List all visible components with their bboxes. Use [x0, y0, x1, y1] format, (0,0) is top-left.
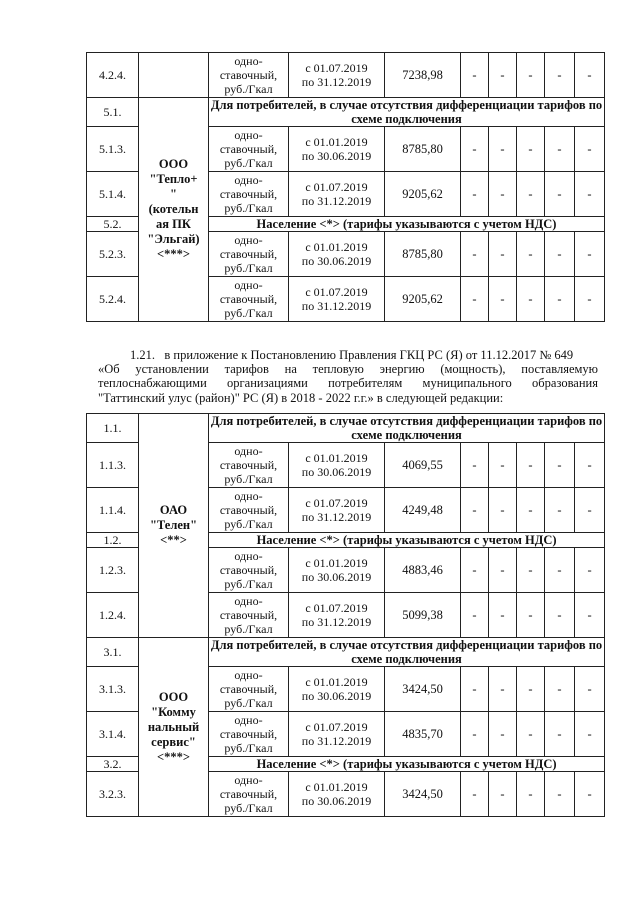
text-line: сервис"	[151, 734, 196, 749]
empty-cell	[139, 53, 209, 98]
text-line: <***>	[157, 749, 190, 764]
tariff-table-1	[86, 52, 605, 322]
period-cell	[289, 172, 385, 217]
row-number: 5.1.3.	[87, 127, 139, 172]
section-header-row	[87, 638, 605, 667]
tariff-table-2	[86, 413, 605, 817]
text-line: с 01.01.2019	[305, 135, 368, 149]
text-line: ая ПК	[156, 217, 191, 231]
dash-cell: -	[461, 488, 489, 533]
dash-cell: -	[575, 277, 605, 322]
text-line: по 30.06.2019	[301, 689, 372, 703]
section-header: Для потребителей, в случае отсутствия дифференциации тарифов по схеме подключения	[209, 98, 605, 127]
text-line: "Телен"	[149, 518, 198, 532]
dash-cell: -	[461, 593, 489, 638]
rate-type-cell	[209, 172, 289, 217]
dash-cell: -	[461, 232, 489, 277]
paragraph-number: 1.21.	[130, 348, 155, 362]
text-line: по 31.12.2019	[301, 299, 372, 313]
text-line: одно-	[234, 668, 263, 682]
text-line: с 01.07.2019	[305, 720, 368, 734]
dash-cell: -	[489, 127, 517, 172]
dash-cell: -	[545, 232, 575, 277]
dash-cell: -	[489, 232, 517, 277]
text-line: с 01.01.2019	[305, 451, 368, 465]
dash-cell: -	[575, 53, 605, 98]
row-number: 4.2.4.	[87, 53, 139, 98]
dash-cell: -	[575, 548, 605, 593]
text-line: с 01.01.2019	[305, 780, 368, 794]
tariff-value-cell: 8785,80	[385, 232, 461, 277]
rate-type-cell	[209, 277, 289, 322]
row-number: 3.1.3.	[87, 667, 139, 712]
row-number: 1.1.3.	[87, 443, 139, 488]
dash-cell: -	[545, 712, 575, 757]
text-line: руб./Гкал	[224, 696, 273, 710]
section-header-row	[87, 98, 605, 127]
dash-cell: -	[575, 232, 605, 277]
rate-type-cell	[209, 593, 289, 638]
tariff-value-cell: 5099,38	[385, 593, 461, 638]
dash-cell: -	[517, 277, 545, 322]
rate-type-cell	[209, 53, 289, 98]
dash-cell: -	[545, 172, 575, 217]
row-number: 5.2.3.	[87, 232, 139, 277]
dash-cell: -	[461, 548, 489, 593]
section-header: Для потребителей, в случае отсутствия дифференциации тарифов по схеме подключения	[209, 414, 605, 443]
text-line: ставочный,	[219, 142, 278, 156]
tariff-value-cell: 4249,48	[385, 488, 461, 533]
table-row	[87, 53, 605, 98]
dash-cell: -	[461, 53, 489, 98]
text-line: по 30.06.2019	[301, 794, 372, 808]
text-line: <**>	[160, 533, 187, 547]
text-line: ставочный,	[219, 68, 278, 82]
dash-cell: -	[545, 593, 575, 638]
tariff-value-cell: 3424,50	[385, 667, 461, 712]
text-line: с 01.01.2019	[305, 556, 368, 570]
period-cell	[289, 488, 385, 533]
rate-type-cell	[209, 712, 289, 757]
text-line: <***>	[157, 247, 190, 261]
text-line: одно-	[234, 278, 263, 292]
period-cell	[289, 443, 385, 488]
text-line: ставочный,	[219, 727, 278, 741]
tariff-value-cell: 4069,55	[385, 443, 461, 488]
text-line: одно-	[234, 444, 263, 458]
dash-cell: -	[517, 548, 545, 593]
dash-cell: -	[517, 593, 545, 638]
text-line: ставочный,	[219, 563, 278, 577]
rate-type-cell	[209, 488, 289, 533]
dash-cell: -	[517, 443, 545, 488]
text-line: одно-	[234, 773, 263, 787]
dash-cell: -	[461, 443, 489, 488]
text-line: по 30.06.2019	[301, 254, 372, 268]
dash-cell: -	[489, 277, 517, 322]
tariff-value-cell: 8785,80	[385, 127, 461, 172]
text-line: "Комму	[151, 704, 196, 719]
rate-type-cell	[209, 548, 289, 593]
dash-cell: -	[517, 232, 545, 277]
section-header: Для потребителей, в случае отсутствия дифференциации тарифов по схеме подключения	[209, 638, 605, 667]
dash-cell: -	[575, 667, 605, 712]
dash-cell: -	[517, 53, 545, 98]
text-line: (котельн	[148, 202, 199, 216]
text-line: ОАО	[159, 503, 188, 517]
text-line: по 31.12.2019	[301, 510, 372, 524]
period-cell	[289, 712, 385, 757]
text-line: ставочный,	[219, 187, 278, 201]
dash-cell: -	[517, 772, 545, 817]
text-line: руб./Гкал	[224, 472, 273, 486]
text-line: руб./Гкал	[224, 622, 273, 636]
section-header-row	[87, 414, 605, 443]
dash-cell: -	[545, 548, 575, 593]
tariff-value-cell: 3424,50	[385, 772, 461, 817]
dash-cell: -	[489, 488, 517, 533]
period-cell	[289, 277, 385, 322]
amendment-paragraph	[98, 348, 598, 405]
text-line: по 31.12.2019	[301, 75, 372, 89]
dash-cell: -	[489, 53, 517, 98]
text-line: по 31.12.2019	[301, 734, 372, 748]
tariff-value-cell: 4835,70	[385, 712, 461, 757]
section-number: 5.2.	[87, 217, 139, 232]
text-line: ставочный,	[219, 608, 278, 622]
row-number: 3.2.3.	[87, 772, 139, 817]
row-number: 3.1.4.	[87, 712, 139, 757]
rate-type-cell	[209, 127, 289, 172]
text-line: руб./Гкал	[224, 201, 273, 215]
text-line: одно-	[234, 128, 263, 142]
dash-cell: -	[489, 443, 517, 488]
text-line: ставочный,	[219, 682, 278, 696]
rate-type-cell	[209, 443, 289, 488]
text-line: ставочный,	[219, 458, 278, 472]
text-line: ООО	[158, 157, 189, 171]
period-cell	[289, 593, 385, 638]
rate-type-cell	[209, 667, 289, 712]
dash-cell: -	[545, 488, 575, 533]
text-line: одно-	[234, 54, 263, 68]
dash-cell: -	[489, 667, 517, 712]
period-cell	[289, 772, 385, 817]
text-line: с 01.07.2019	[305, 601, 368, 615]
text-line: руб./Гкал	[224, 82, 273, 96]
dash-cell: -	[545, 277, 575, 322]
section-header: Население <*> (тарифы указываются с учетом НДС)	[209, 217, 605, 232]
text-line: по 30.06.2019	[301, 465, 372, 479]
section-number: 1.1.	[87, 414, 139, 443]
period-cell	[289, 53, 385, 98]
dash-cell: -	[545, 53, 575, 98]
text-line: руб./Гкал	[224, 306, 273, 320]
dash-cell: -	[489, 593, 517, 638]
paragraph-text-first: в приложение к Постановлению Правления ГКЦ РС (Я) от 11.12.2017 № 649	[164, 348, 574, 362]
text-line: ставочный,	[219, 247, 278, 261]
row-number: 5.2.4.	[87, 277, 139, 322]
text-line: по 31.12.2019	[301, 615, 372, 629]
tariff-value-cell: 9205,62	[385, 277, 461, 322]
text-line: одно-	[234, 173, 263, 187]
dash-cell: -	[517, 712, 545, 757]
dash-cell: -	[489, 172, 517, 217]
period-cell	[289, 232, 385, 277]
period-cell	[289, 667, 385, 712]
text-line: нальный	[147, 719, 200, 734]
text-line: руб./Гкал	[224, 801, 273, 815]
text-line: с 01.01.2019	[305, 675, 368, 689]
period-cell	[289, 548, 385, 593]
organization-name-cell	[139, 638, 209, 817]
text-line: одно-	[234, 233, 263, 247]
text-line: ставочный,	[219, 503, 278, 517]
text-line: ставочный,	[219, 787, 278, 801]
rate-type-cell	[209, 232, 289, 277]
text-line: по 30.06.2019	[301, 149, 372, 163]
text-line: по 31.12.2019	[301, 194, 372, 208]
tariff-value-cell: 7238,98	[385, 53, 461, 98]
rate-type-cell	[209, 772, 289, 817]
text-line: руб./Гкал	[224, 577, 273, 591]
dash-cell: -	[517, 488, 545, 533]
dash-cell: -	[545, 667, 575, 712]
text-line: одно-	[234, 549, 263, 563]
dash-cell: -	[489, 712, 517, 757]
section-number: 1.2.	[87, 533, 139, 548]
text-line: руб./Гкал	[224, 156, 273, 170]
dash-cell: -	[545, 443, 575, 488]
paragraph-text-rest: «Об установлении тарифов на тепловую энергию (мощность), поставляемую теплоснабжающими организациями потребителям муниципального образования "Таттинский улус (район)" РС (Я) в 2018 - 2022 г.г.» в следующей редакции:	[98, 362, 598, 405]
text-line: ставочный,	[219, 292, 278, 306]
dash-cell: -	[489, 548, 517, 593]
text-line: "Эльгай)	[147, 232, 200, 246]
dash-cell: -	[545, 127, 575, 172]
text-line: по 30.06.2019	[301, 570, 372, 584]
dash-cell: -	[461, 127, 489, 172]
dash-cell: -	[461, 772, 489, 817]
dash-cell: -	[575, 488, 605, 533]
text-line: руб./Гкал	[224, 741, 273, 755]
dash-cell: -	[575, 443, 605, 488]
dash-cell: -	[461, 172, 489, 217]
text-line: одно-	[234, 489, 263, 503]
row-number: 1.2.4.	[87, 593, 139, 638]
organization-name-cell	[139, 414, 209, 638]
text-line: с 01.07.2019	[305, 496, 368, 510]
text-line: с 01.07.2019	[305, 285, 368, 299]
text-line: руб./Гкал	[224, 517, 273, 531]
dash-cell: -	[517, 172, 545, 217]
dash-cell: -	[517, 127, 545, 172]
text-line: руб./Гкал	[224, 261, 273, 275]
row-number: 5.1.4.	[87, 172, 139, 217]
section-number: 3.1.	[87, 638, 139, 667]
period-cell	[289, 127, 385, 172]
text-line: с 01.07.2019	[305, 180, 368, 194]
section-header: Население <*> (тарифы указываются с учетом НДС)	[209, 533, 605, 548]
paragraph-first-line	[98, 348, 598, 362]
dash-cell: -	[545, 772, 575, 817]
text-line: "	[170, 187, 177, 201]
text-line: с 01.07.2019	[305, 61, 368, 75]
text-line: "Тепло+	[149, 172, 198, 186]
row-number: 1.1.4.	[87, 488, 139, 533]
dash-cell: -	[461, 277, 489, 322]
text-line: ООО	[158, 689, 189, 704]
dash-cell: -	[575, 593, 605, 638]
dash-cell: -	[575, 772, 605, 817]
dash-cell: -	[461, 667, 489, 712]
text-line: с 01.01.2019	[305, 240, 368, 254]
dash-cell: -	[461, 712, 489, 757]
organization-name-cell	[139, 98, 209, 322]
dash-cell: -	[575, 712, 605, 757]
text-line: одно-	[234, 713, 263, 727]
dash-cell: -	[489, 772, 517, 817]
dash-cell: -	[575, 127, 605, 172]
tariff-value-cell: 4883,46	[385, 548, 461, 593]
section-number: 3.2.	[87, 757, 139, 772]
dash-cell: -	[575, 172, 605, 217]
section-number: 5.1.	[87, 98, 139, 127]
tariff-value-cell: 9205,62	[385, 172, 461, 217]
dash-cell: -	[517, 667, 545, 712]
text-line: одно-	[234, 594, 263, 608]
section-header: Население <*> (тарифы указываются с учетом НДС)	[209, 757, 605, 772]
row-number: 1.2.3.	[87, 548, 139, 593]
